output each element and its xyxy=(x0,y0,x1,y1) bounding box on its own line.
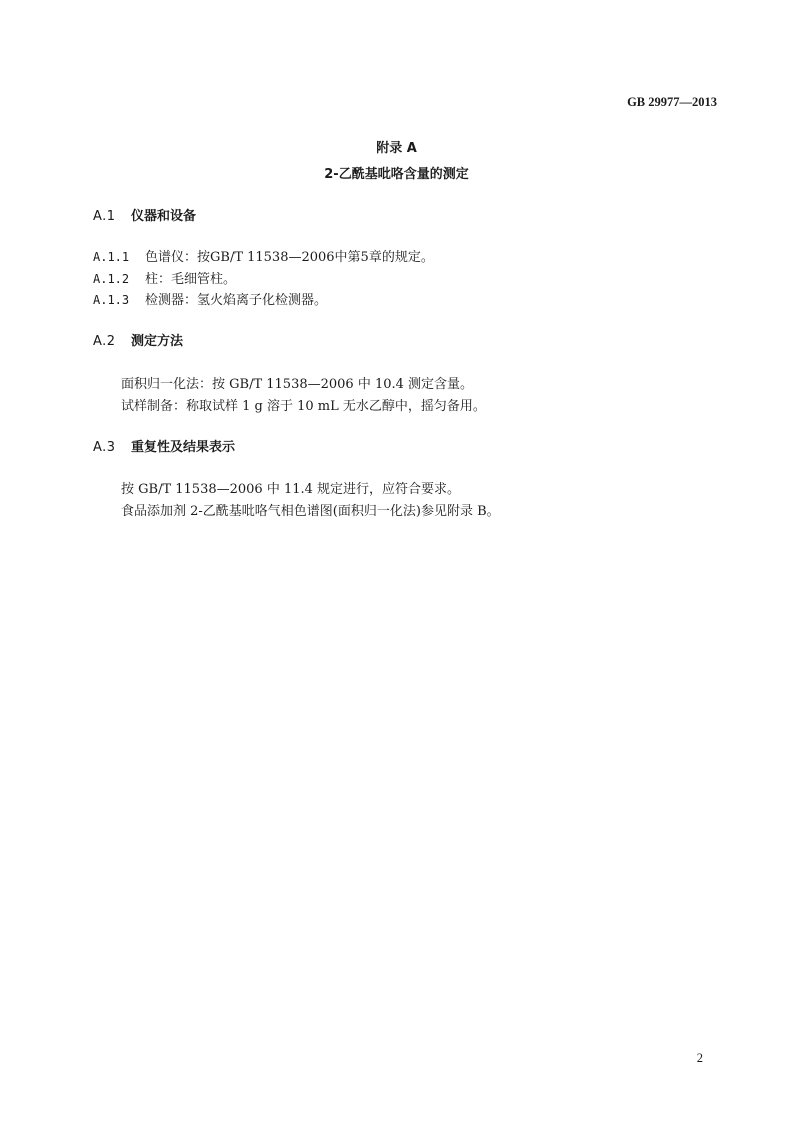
standard-number: GB 29977—2013 xyxy=(627,95,717,109)
clause-number: A.1.1 xyxy=(93,250,130,264)
page-number: 2 xyxy=(696,1051,703,1065)
paragraph: 试样制备：称取试样 1 g 溶于 10 mL 无水乙醇中，摇匀备用。 xyxy=(121,399,486,414)
section-number: A.3 xyxy=(93,440,116,455)
clause-text: 柱：毛细管柱。 xyxy=(145,272,237,287)
clause-number: A.1.3 xyxy=(93,293,130,307)
paragraph: 食品添加剂 2-乙酰基吡咯气相色谱图(面积归一化法)参见附录 B。 xyxy=(121,504,500,519)
section-heading-a1 xyxy=(93,205,196,224)
annex-title: 2-乙酰基吡咯含量的测定 xyxy=(324,167,469,182)
clause-a1-1 xyxy=(93,246,434,265)
clause-text: 色谱仪：按GB/T 11538—2006中第5章的规定。 xyxy=(145,250,434,265)
paragraph: 按 GB/T 11538—2006 中 11.4 规定进行，应符合要求。 xyxy=(121,482,461,497)
annex-label: 附录 A xyxy=(376,141,417,156)
clause-text: 检测器：氢火焰离子化检测器。 xyxy=(145,293,328,308)
clause-a1-2 xyxy=(93,268,236,287)
section-heading-a3 xyxy=(93,436,235,455)
section-heading-a2 xyxy=(93,330,183,349)
clause-number: A.1.2 xyxy=(93,272,130,286)
section-title: 测定方法 xyxy=(131,334,184,349)
clause-a1-3 xyxy=(93,289,327,308)
section-title: 重复性及结果表示 xyxy=(131,440,236,455)
paragraph: 面积归一化法：按 GB/T 11538—2006 中 10.4 测定含量。 xyxy=(121,377,474,392)
section-title: 仪器和设备 xyxy=(131,209,197,224)
section-number: A.2 xyxy=(93,334,116,349)
section-number: A.1 xyxy=(93,209,116,224)
